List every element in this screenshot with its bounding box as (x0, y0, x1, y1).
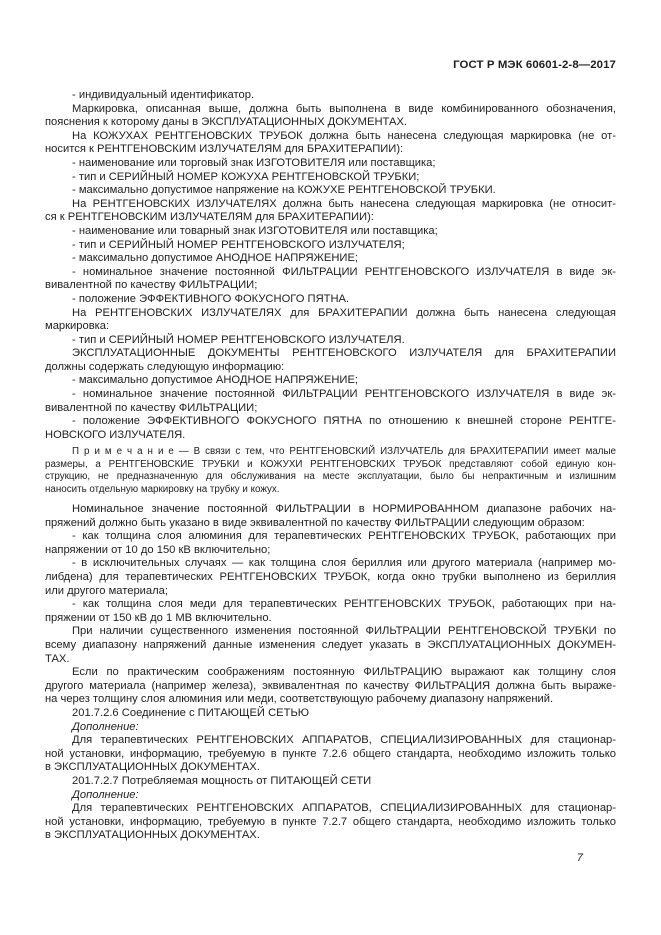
list-item (45, 252, 616, 266)
text-line: вивалентной по качеству ФИЛЬТРАЦИИ; (45, 279, 258, 292)
text-line: - максимально допустимое АНОДНОЕ НАПРЯЖЕНИЕ; (72, 374, 359, 387)
list-item (45, 388, 616, 415)
text-line: в ЭКСПЛУАТАЦИОННЫХ ДОКУМЕНТАХ. (45, 761, 260, 774)
addition-label (45, 789, 616, 803)
text-line: ТАХ. (45, 652, 70, 665)
text-line: - как толщина слоя алюминия для терапевтических РЕНТГЕНОВСКИХ ТРУБОК, работающих при (72, 530, 616, 543)
text-line: пряжений должно быть указано в виде эквивалентной по качеству ФИЛЬТРАЦИИ следующим образом: (45, 516, 585, 529)
text-line: ся к РЕНТГЕНОВСКИМ ИЗЛУЧАТЕЛЯМ для БРАХИТЕРАПИИ): (45, 211, 374, 224)
text-line: - номинальное значение постоянной ФИЛЬТРАЦИИ РЕНТГЕНОВСКОГО ИЗЛУЧАТЕЛЯ в виде эк- (72, 388, 616, 401)
text-line: или другого материала; (45, 584, 169, 597)
list-item (45, 184, 616, 198)
section-heading (45, 775, 616, 789)
text-line: П р и м е ч а н и е — В связи с тем, что РЕНТГЕНОВСКИЙ ИЗЛУЧАТЕЛЬ для БРАХИТЕРАПИИ имеет малые (72, 446, 616, 458)
text-line: ЭКСПЛУАТАЦИОННЫЕ ДОКУМЕНТЫ РЕНТГЕНОВСКОГО ИЗЛУЧАТЕЛЯ для БРАХИТЕРАПИИ (72, 347, 616, 360)
text-line: - положение ЭФФЕКТИВНОГО ФОКУСНОГО ПЯТНА по отношению к внешней стороне РЕНТГЕ- (72, 415, 616, 428)
text-line: - как толщина слоя меди для терапевтических РЕНТГЕНОВСКИХ ТРУБОК, работающих при на- (72, 598, 616, 611)
text-line: - номинальное значение постоянной ФИЛЬТРАЦИИ РЕНТГЕНОВСКОГО ИЗЛУЧАТЕЛЯ в виде эк- (72, 265, 616, 278)
text-line: Для терапевтических РЕНТГЕНОВСКИХ АППАРАТОВ, СПЕЦИАЛИЗИРОВАННЫХ для стационар- (72, 734, 616, 747)
list-item (45, 293, 616, 307)
list-item (45, 157, 616, 171)
text-line: маркировка: (45, 320, 110, 333)
paragraph (45, 347, 616, 374)
list-item (45, 225, 616, 239)
text-line: ной установки, информацию, требуемую в пункте 7.2.6 общего стандарта, необходимо изложить только (45, 747, 616, 760)
paragraph (45, 625, 616, 666)
text-line: - в исключительных случаях — как толщина слоя бериллия или другого материала (например мо- (72, 557, 616, 570)
list-item (45, 415, 616, 442)
page-number: 7 (576, 851, 583, 864)
list-item (45, 557, 616, 598)
list-item (45, 598, 616, 625)
text-line: ной установки, информацию, требуемую в пункте 7.2.7 общего стандарта, необходимо изложить только (45, 815, 616, 828)
text-line: должны содержать следующую информацию: (45, 360, 285, 373)
text-line: НОВСКОГО ИЗЛУЧАТЕЛЯ. (45, 428, 186, 441)
text-line: На РЕНТГЕНОВСКИХ ИЗЛУЧАТЕЛЯХ должна быть нанесена следующая маркировка (не относит- (72, 197, 616, 210)
note-paragraph (45, 446, 616, 496)
text-line: Номинальное значение постоянной ФИЛЬТРАЦИИ в НОРМИРОВАННОМ диапазоне рабочих на- (72, 503, 616, 516)
text-line: 201.7.2.7 Потребляемая мощность от ПИТАЮЩЕЙ СЕТИ (72, 774, 372, 787)
text-line: Если по практическим соображениям постоянную ФИЛЬТРАЦИЮ выражают как толщину слоя (72, 666, 616, 679)
page-content (45, 89, 616, 843)
text-line: Маркировка, описанная выше, должна быть выполнена в виде комбинированного обозначения, (72, 102, 616, 115)
text-line: Дополнение: (72, 720, 139, 733)
text-line: Дополнение: (72, 788, 139, 801)
text-line: наносить отдельную маркировку на трубку и кожух. (45, 483, 280, 495)
paragraph (45, 734, 616, 775)
text-line: - индивидуальный идентификатор. (72, 89, 255, 101)
list-item (45, 530, 616, 557)
section-heading (45, 707, 616, 721)
paragraph (45, 503, 616, 530)
text-line: - тип и СЕРИЙНЫЙ НОМЕР РЕНТГЕНОВСКОГО ИЗЛУЧАТЕЛЯ. (72, 333, 405, 346)
text-line: на через толщину слоя алюминия или меди, соответствующую рабочему диапазону напряжений. (45, 693, 554, 706)
text-line: в ЭКСПЛУАТАЦИОННЫХ ДОКУМЕНТАХ. (45, 829, 260, 842)
paragraph (45, 666, 616, 707)
list-item (45, 374, 616, 388)
text-line: - наименование или торговый знак ИЗГОТОВИТЕЛЯ или поставщика; (72, 156, 436, 169)
addition-label (45, 721, 616, 735)
paragraph (45, 130, 616, 157)
paragraph (45, 307, 616, 334)
text-line: струкцию, не предназначенную для обслуживания на месте эксплуатации, было бы непрактичным и излишним (45, 471, 616, 483)
text-line: - положение ЭФФЕКТИВНОГО ФОКУСНОГО ПЯТНА. (72, 292, 350, 305)
list-item (45, 89, 616, 103)
text-line: Для терапевтических РЕНТГЕНОВСКИХ АППАРАТОВ, СПЕЦИАЛИЗИРОВАННЫХ для стационар- (72, 802, 616, 815)
text-line: носится к РЕНТГЕНОВСКИМ ИЗЛУЧАТЕЛЯМ для БРАХИТЕРАПИИ): (45, 143, 404, 156)
text-line: вивалентной по качеству ФИЛЬТРАЦИИ; (45, 401, 258, 414)
text-line: - тип и СЕРИЙНЫЙ НОМЕР КОЖУХА РЕНТГЕНОВСКОЙ ТРУБКИ; (72, 170, 420, 183)
paragraph (45, 103, 616, 130)
text-line: - максимально допустимое напряжение на КОЖУХЕ РЕНТГЕНОВСКОЙ ТРУБКИ. (72, 184, 496, 197)
text-line: напряжении от 10 до 150 кВ включительно; (45, 543, 271, 556)
text-line: пояснения к которому даны в ЭКСПЛУАТАЦИОННЫХ ДОКУМЕНТАХ. (45, 116, 408, 129)
paragraph (45, 802, 616, 843)
text-line: пряжении от 150 кВ до 1 МВ включительно. (45, 611, 272, 624)
text-line: - максимально допустимое АНОДНОЕ НАПРЯЖЕНИЕ; (72, 252, 359, 265)
text-line: 201.7.2.6 Соединение с ПИТАЮЩЕЙ СЕТЬЮ (72, 706, 310, 719)
list-item (45, 171, 616, 185)
text-line: На РЕНТГЕНОВСКИХ ИЗЛУЧАТЕЛЯХ для БРАХИТЕРАПИИ должна быть нанесена следующая (72, 306, 616, 319)
paragraph (45, 198, 616, 225)
text-line: На КОЖУХАХ РЕНТГЕНОВСКИХ ТРУБОК должна быть нанесена следующая маркировка (не от- (72, 129, 616, 142)
document-number-header: ГОСТ Р МЭК 60601-2-8—2017 (453, 59, 616, 71)
list-item (45, 266, 616, 293)
list-item (45, 239, 616, 253)
text-line: всему диапазону напряжений данные изменения следует указать в ЭКСПЛУАТАЦИОННЫХ ДОКУМЕН- (45, 639, 616, 651)
text-line: размеры, а РЕНТГЕНОВСКИЕ ТРУБКИ и КОЖУХИ РЕНТГЕНОВСКИХ ТРУБОК представляют собой единую кон- (45, 458, 616, 470)
text-line: другого материала (например железа), эквивалентная по качеству ФИЛЬТРАЦИЯ должна быть выраже- (45, 679, 616, 692)
text-line: - тип и СЕРИЙНЫЙ НОМЕР РЕНТГЕНОВСКОГО ИЗЛУЧАТЕЛЯ; (72, 238, 405, 251)
text-line: При наличии существенного изменения постоянной ФИЛЬТРАЦИИ РЕНТГЕНОВСКОЙ ТРУБКИ по (72, 625, 616, 638)
text-line: - наименование или товарный знак ИЗГОТОВИТЕЛЯ или поставщика; (72, 224, 438, 237)
text-line: либдена) для терапевтических РЕНТГЕНОВСКИХ ТРУБОК, когда окно трубки выполнено из бериллия (45, 571, 616, 584)
list-item (45, 334, 616, 348)
